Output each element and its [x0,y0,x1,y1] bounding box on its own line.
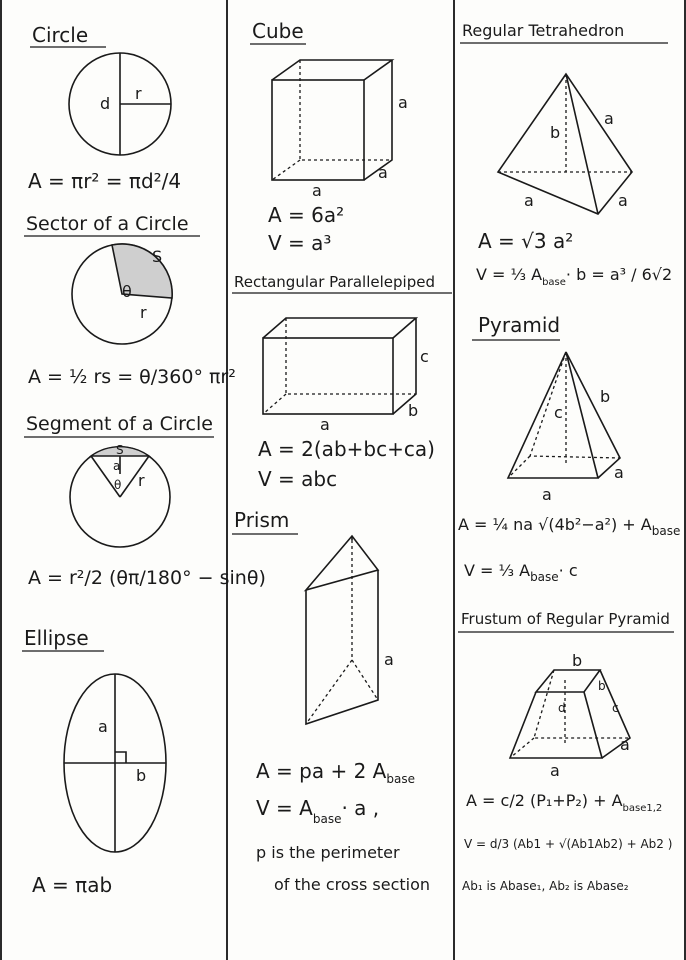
cube-title: Cube [252,19,304,43]
parallelepiped-label-b: b [408,401,419,420]
parallelepiped-title: Rectangular Parallelepiped [234,273,435,291]
circle-section [28,23,181,193]
tetrahedron-label-a-left: a [524,191,534,210]
cube-back-edges [272,60,392,180]
segment-label-s: S [116,443,124,457]
frustum-title: Frustum of Regular Pyramid [461,610,670,628]
cube-label-a-depth: a [378,163,388,182]
prism-front-edges [306,536,378,724]
cube-formula-volume: V = a³ [268,231,332,255]
tetrahedron-formula-area: A = √3 a² [478,229,574,253]
ellipse-label-a: a [98,717,108,736]
ellipse-section [22,626,166,897]
segment-section [24,413,266,589]
cube-formula-area: A = 6a² [268,203,345,227]
parallelepiped-formula-volume: V = abc [258,467,338,491]
prism-top-face [306,536,378,590]
segment-label-a: a [113,459,121,473]
sector-formula: A = ½ rs = θ/360° πr² [28,366,236,388]
segment-radius-right [120,456,149,497]
circle-label-d: d [100,94,111,113]
tetrahedron-section [460,21,672,288]
frustum-label-a-bottom: a [550,761,560,780]
prism-section [232,508,430,894]
tetrahedron-label-a-edge: a [604,109,614,128]
cube-section [250,19,408,255]
ellipse-label-b: b [136,766,147,785]
parallelepiped-label-a: a [320,415,330,434]
pyramid-hidden-edges [508,352,620,478]
parallelepiped-formula-area: A = 2(ab+bc+ca) [258,437,435,461]
parallelepiped-label-c: c [420,347,429,366]
cube-label-a-side: a [398,93,408,112]
sector-label-r: r [140,303,147,322]
prism-formula-area: A = pa + 2 $A_{base}$ [256,759,415,786]
tetrahedron-title: Regular Tetrahedron [462,21,625,40]
ellipse-title: Ellipse [24,626,89,650]
frustum-label-b-top: b [572,651,583,670]
frustum-formula-area: A = c/2 $(P_1+P_2) + A_{base1,2}$ [466,791,663,814]
ellipse-right-angle [115,752,126,763]
prism-note-line1: p is the perimeter [256,843,400,862]
sector-label-s: S [152,247,163,266]
sector-section [24,213,236,388]
sector-title: Sector of a Circle [26,213,189,235]
prism-title: Prism [234,508,290,532]
cube-label-a-bottom: a [312,181,322,200]
prism-label-a: a [384,650,394,669]
segment-title: Segment of a Circle [26,413,213,435]
pyramid-edges [508,352,620,478]
frustum-section [458,610,674,893]
frustum-label-c: c [612,701,619,715]
pyramid-title: Pyramid [478,313,561,337]
segment-label-r: r [138,471,145,490]
ellipse-formula: A = πab [32,873,113,897]
tetrahedron-label-b: b [550,123,561,142]
prism-formula-volume: $V = A_{base}\cdot a$ , [256,796,380,826]
cube-front-face [272,80,364,180]
circle-label-r: r [135,84,142,103]
pyramid-label-a-right: a [614,463,624,482]
parallelepiped-front-face [263,338,393,414]
frustum-label-b-side: b [598,679,606,693]
parallelepiped-section [232,273,452,491]
pyramid-formula-volume: V = ⅓ $A_{base}\cdot c$ [464,561,578,584]
cube-hidden-edges [272,60,392,180]
tetrahedron-label-a-right: a [618,191,628,210]
pyramid-label-a-bottom: a [542,485,552,504]
frustum-formula-volume: V = d/3 (Ab1 + √(Ab1Ab2) + Ab2 ) [464,837,673,851]
frustum-label-d: d [558,701,566,715]
prism-note-line2: of the cross section [274,875,431,894]
frustum-note: Ab₁ is Abase₁, Ab₂ is Abase₂ [462,879,629,893]
segment-formula: A = r²/2 (θπ/180° − sinθ) [28,567,266,589]
pyramid-label-c: c [554,403,563,422]
sector-label-theta: θ [122,282,132,301]
prism-hidden-edges [306,540,378,724]
pyramid-label-b: b [600,387,611,406]
tetrahedron-edges [498,74,632,214]
segment-label-theta: θ [114,478,122,492]
circle-title: Circle [32,23,89,47]
tetrahedron-formula-volume: V = ⅓ $A_{base}\cdot b = a^3 / 6√2$ [476,265,673,288]
pyramid-section [458,313,680,584]
frustum-label-a-right: a [620,735,630,754]
pyramid-formula-area: A = ¼ na $√(4b^2-a^2) + A_{base}$ [458,515,681,538]
circle-formula: A = πr² = πd²/4 [28,169,182,193]
